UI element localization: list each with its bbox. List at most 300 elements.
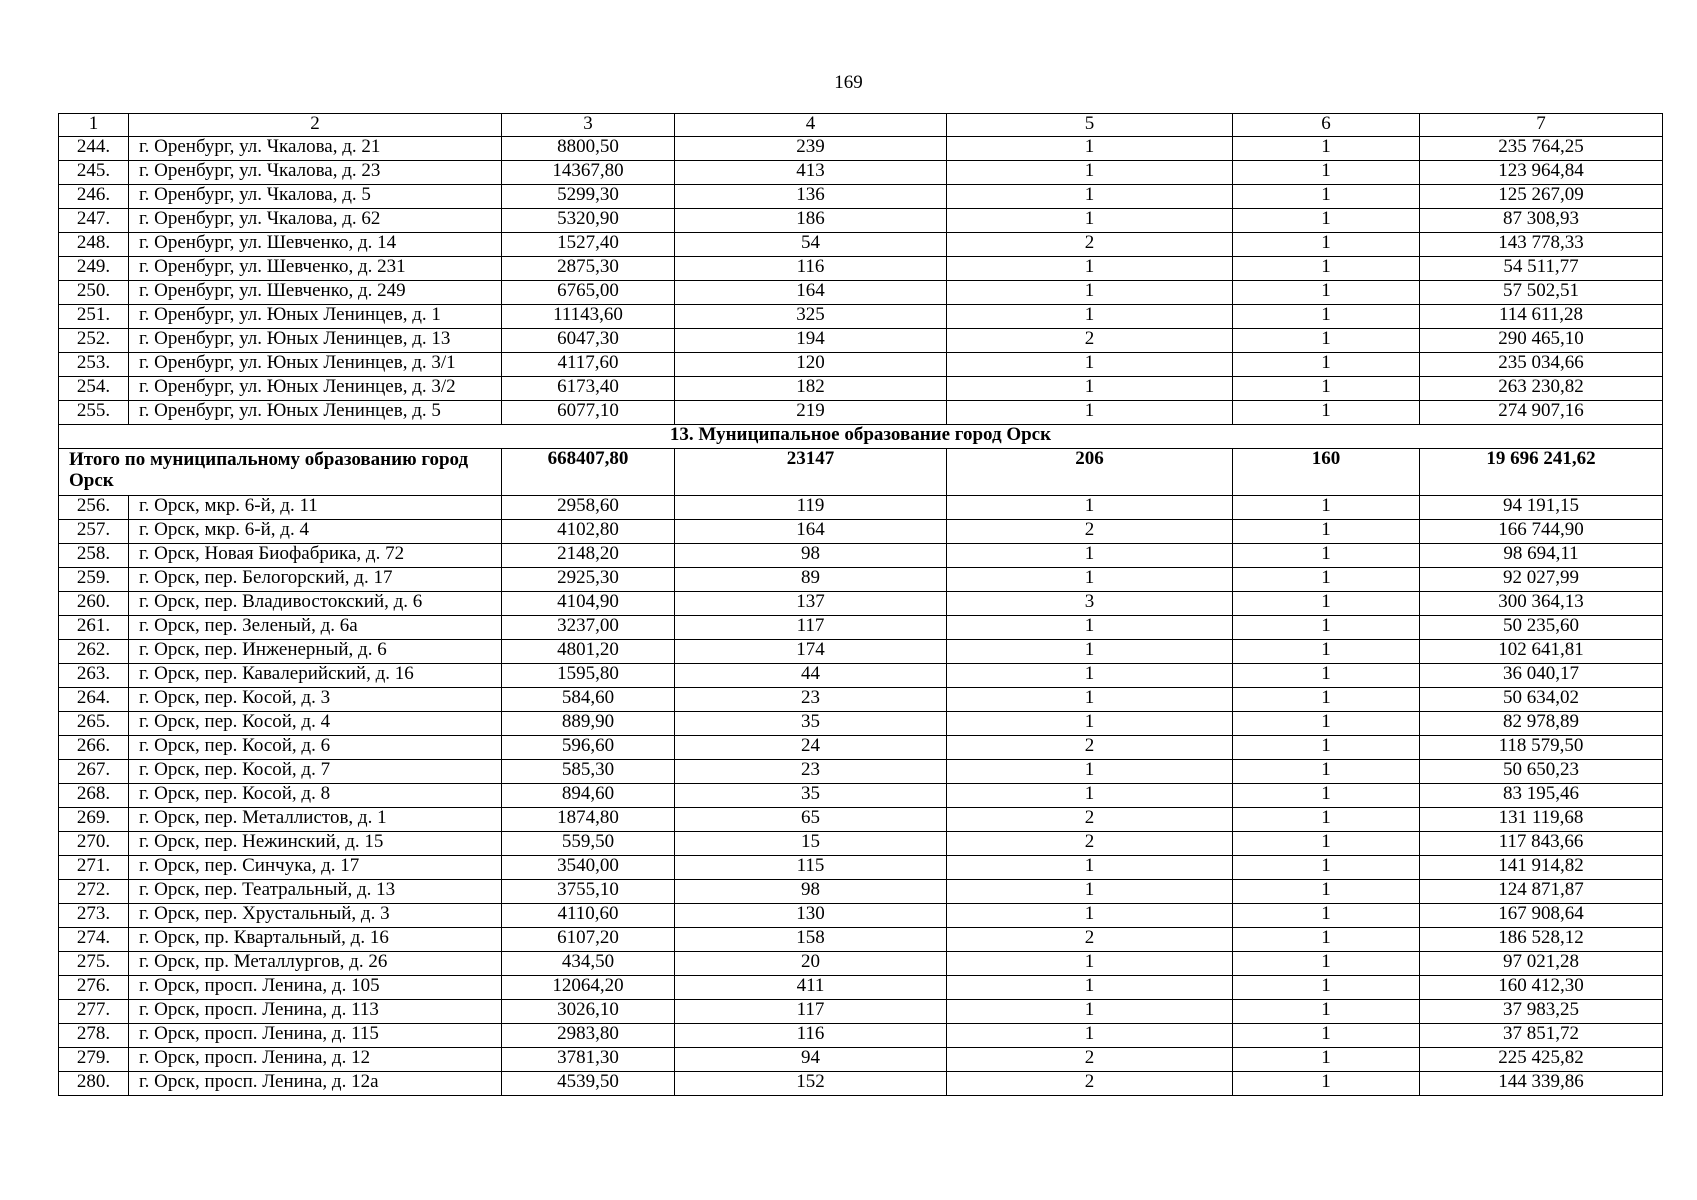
address-cell: г. Орск, просп. Ленина, д. 12 xyxy=(129,1048,502,1072)
residents-count-cell: 115 xyxy=(675,856,947,880)
residents-count-cell: 239 xyxy=(675,137,947,161)
elevator-count-cell: 1 xyxy=(947,1024,1233,1048)
table-row xyxy=(59,904,1663,928)
address-cell: г. Орск, пер. Нежинский, д. 15 xyxy=(129,832,502,856)
row-number-cell: 274. xyxy=(59,928,129,952)
cost-cell: 117 843,66 xyxy=(1420,832,1663,856)
works-count-cell: 1 xyxy=(1233,161,1420,185)
residents-count-cell: 117 xyxy=(675,1000,947,1024)
elevator-count-cell: 2 xyxy=(947,233,1233,257)
address-cell: г. Орск, пер. Инженерный, д. 6 xyxy=(129,640,502,664)
works-count-cell: 1 xyxy=(1233,976,1420,1000)
elevator-count-cell: 2 xyxy=(947,329,1233,353)
elevator-count-cell: 1 xyxy=(947,401,1233,425)
row-number-cell: 262. xyxy=(59,640,129,664)
address-cell: г. Орск, пер. Косой, д. 8 xyxy=(129,784,502,808)
total-area-cell: 4102,80 xyxy=(502,520,675,544)
row-number-cell: 264. xyxy=(59,688,129,712)
residents-count-cell: 116 xyxy=(675,257,947,281)
table-row xyxy=(59,1048,1663,1072)
elevator-count-cell: 1 xyxy=(947,640,1233,664)
table-row xyxy=(59,736,1663,760)
total-area-cell: 434,50 xyxy=(502,952,675,976)
residents-count-cell: 44 xyxy=(675,664,947,688)
table-row xyxy=(59,353,1663,377)
total-area-cell: 889,90 xyxy=(502,712,675,736)
row-number-cell: 272. xyxy=(59,880,129,904)
residents-count-cell: 54 xyxy=(675,233,947,257)
address-cell: г. Оренбург, ул. Чкалова, д. 5 xyxy=(129,185,502,209)
table-row xyxy=(59,688,1663,712)
residents-count-cell: 20 xyxy=(675,952,947,976)
cost-cell: 290 465,10 xyxy=(1420,329,1663,353)
residents-count-cell: 89 xyxy=(675,568,947,592)
cost-cell: 167 908,64 xyxy=(1420,904,1663,928)
residents-count-cell: 23 xyxy=(675,760,947,784)
table-row xyxy=(59,880,1663,904)
works-count-cell: 1 xyxy=(1233,1048,1420,1072)
cost-cell: 225 425,82 xyxy=(1420,1048,1663,1072)
row-number-cell: 269. xyxy=(59,808,129,832)
total-area-cell: 4539,50 xyxy=(502,1072,675,1096)
elevator-count-cell: 1 xyxy=(947,856,1233,880)
table-row xyxy=(59,305,1663,329)
cost-cell: 87 308,93 xyxy=(1420,209,1663,233)
address-cell: г. Оренбург, ул. Чкалова, д. 23 xyxy=(129,161,502,185)
works-count-cell: 1 xyxy=(1233,712,1420,736)
elevator-count-cell: 1 xyxy=(947,904,1233,928)
column-number-row xyxy=(59,114,1663,137)
total-area-cell: 1595,80 xyxy=(502,664,675,688)
cost-cell: 102 641,81 xyxy=(1420,640,1663,664)
address-cell: г. Орск, пер. Хрустальный, д. 3 xyxy=(129,904,502,928)
works-count-cell: 1 xyxy=(1233,257,1420,281)
address-cell: г. Орск, пер. Косой, д. 6 xyxy=(129,736,502,760)
register-table xyxy=(58,113,1663,1096)
works-count-cell: 1 xyxy=(1233,209,1420,233)
cost-cell: 118 579,50 xyxy=(1420,736,1663,760)
residents-count-cell: 137 xyxy=(675,592,947,616)
row-number-cell: 245. xyxy=(59,161,129,185)
total-area-cell: 4117,60 xyxy=(502,353,675,377)
elevator-count-cell: 1 xyxy=(947,257,1233,281)
cost-cell: 141 914,82 xyxy=(1420,856,1663,880)
table-row xyxy=(59,784,1663,808)
table-row xyxy=(59,568,1663,592)
elevator-count-cell: 2 xyxy=(947,832,1233,856)
total-works-count-cell: 160 xyxy=(1233,449,1420,496)
elevator-count-cell: 2 xyxy=(947,1048,1233,1072)
column-number: 7 xyxy=(1420,114,1663,137)
address-cell: г. Орск, просп. Ленина, д. 105 xyxy=(129,976,502,1000)
row-number-cell: 267. xyxy=(59,760,129,784)
row-number-cell: 271. xyxy=(59,856,129,880)
cost-cell: 166 744,90 xyxy=(1420,520,1663,544)
address-cell: г. Орск, Новая Биофабрика, д. 72 xyxy=(129,544,502,568)
works-count-cell: 1 xyxy=(1233,568,1420,592)
address-cell: г. Орск, просп. Ленина, д. 115 xyxy=(129,1024,502,1048)
elevator-count-cell: 1 xyxy=(947,281,1233,305)
cost-cell: 186 528,12 xyxy=(1420,928,1663,952)
works-count-cell: 1 xyxy=(1233,952,1420,976)
residents-count-cell: 194 xyxy=(675,329,947,353)
works-count-cell: 1 xyxy=(1233,496,1420,520)
elevator-count-cell: 1 xyxy=(947,616,1233,640)
total-area-cell: 6173,40 xyxy=(502,377,675,401)
total-area-cell: 559,50 xyxy=(502,832,675,856)
elevator-count-cell: 1 xyxy=(947,952,1233,976)
address-cell: г. Орск, пер. Косой, д. 3 xyxy=(129,688,502,712)
total-area-cell: 3781,30 xyxy=(502,1048,675,1072)
address-cell: г. Оренбург, ул. Шевченко, д. 249 xyxy=(129,281,502,305)
table-row xyxy=(59,544,1663,568)
cost-cell: 131 119,68 xyxy=(1420,808,1663,832)
residents-count-cell: 98 xyxy=(675,544,947,568)
table-row xyxy=(59,377,1663,401)
total-area-cell: 6107,20 xyxy=(502,928,675,952)
row-number-cell: 246. xyxy=(59,185,129,209)
elevator-count-cell: 1 xyxy=(947,712,1233,736)
address-cell: г. Орск, пер. Белогорский, д. 17 xyxy=(129,568,502,592)
cost-cell: 300 364,13 xyxy=(1420,592,1663,616)
address-cell: г. Орск, пер. Владивостокский, д. 6 xyxy=(129,592,502,616)
residents-count-cell: 164 xyxy=(675,520,947,544)
works-count-cell: 1 xyxy=(1233,1072,1420,1096)
works-count-cell: 1 xyxy=(1233,928,1420,952)
elevator-count-cell: 1 xyxy=(947,688,1233,712)
total-area-cell: 4801,20 xyxy=(502,640,675,664)
address-cell: г. Орск, мкр. 6-й, д. 11 xyxy=(129,496,502,520)
cost-cell: 160 412,30 xyxy=(1420,976,1663,1000)
cost-cell: 144 339,86 xyxy=(1420,1072,1663,1096)
section-title: 13. Муниципальное образование город Орск xyxy=(59,425,1663,449)
address-cell: г. Орск, просп. Ленина, д. 12а xyxy=(129,1072,502,1096)
row-number-cell: 244. xyxy=(59,137,129,161)
cost-cell: 94 191,15 xyxy=(1420,496,1663,520)
table-row xyxy=(59,1024,1663,1048)
table-row xyxy=(59,401,1663,425)
cost-cell: 82 978,89 xyxy=(1420,712,1663,736)
total-area-cell: 3237,00 xyxy=(502,616,675,640)
row-number-cell: 256. xyxy=(59,496,129,520)
cost-cell: 124 871,87 xyxy=(1420,880,1663,904)
cost-cell: 50 634,02 xyxy=(1420,688,1663,712)
elevator-count-cell: 2 xyxy=(947,1072,1233,1096)
row-number-cell: 251. xyxy=(59,305,129,329)
address-cell: г. Оренбург, ул. Юных Ленинцев, д. 5 xyxy=(129,401,502,425)
works-count-cell: 1 xyxy=(1233,281,1420,305)
address-cell: г. Орск, пер. Синчука, д. 17 xyxy=(129,856,502,880)
total-area-cell: 11143,60 xyxy=(502,305,675,329)
cost-cell: 125 267,09 xyxy=(1420,185,1663,209)
table-row xyxy=(59,640,1663,664)
address-cell: г. Оренбург, ул. Юных Ленинцев, д. 3/1 xyxy=(129,353,502,377)
residents-count-cell: 411 xyxy=(675,976,947,1000)
elevator-count-cell: 1 xyxy=(947,880,1233,904)
address-cell: г. Оренбург, ул. Шевченко, д. 14 xyxy=(129,233,502,257)
residents-count-cell: 158 xyxy=(675,928,947,952)
total-area-cell: 12064,20 xyxy=(502,976,675,1000)
works-count-cell: 1 xyxy=(1233,616,1420,640)
elevator-count-cell: 1 xyxy=(947,209,1233,233)
works-count-cell: 1 xyxy=(1233,592,1420,616)
works-count-cell: 1 xyxy=(1233,664,1420,688)
table-row xyxy=(59,952,1663,976)
row-number-cell: 277. xyxy=(59,1000,129,1024)
total-area-cell: 894,60 xyxy=(502,784,675,808)
elevator-count-cell: 1 xyxy=(947,185,1233,209)
total-row xyxy=(59,449,1663,496)
elevator-count-cell: 1 xyxy=(947,1000,1233,1024)
address-cell: г. Орск, пер. Металлистов, д. 1 xyxy=(129,808,502,832)
table-row xyxy=(59,137,1663,161)
address-cell: г. Орск, пер. Зеленый, д. 6а xyxy=(129,616,502,640)
residents-count-cell: 130 xyxy=(675,904,947,928)
total-area-cell: 8800,50 xyxy=(502,137,675,161)
total-cost-cell: 19 696 241,62 xyxy=(1420,449,1663,496)
address-cell: г. Орск, мкр. 6-й, д. 4 xyxy=(129,520,502,544)
address-cell: г. Орск, просп. Ленина, д. 113 xyxy=(129,1000,502,1024)
works-count-cell: 1 xyxy=(1233,353,1420,377)
row-number-cell: 254. xyxy=(59,377,129,401)
total-area-cell: 2958,60 xyxy=(502,496,675,520)
cost-cell: 98 694,11 xyxy=(1420,544,1663,568)
table-row xyxy=(59,1072,1663,1096)
elevator-count-cell: 1 xyxy=(947,544,1233,568)
residents-count-cell: 182 xyxy=(675,377,947,401)
works-count-cell: 1 xyxy=(1233,856,1420,880)
row-number-cell: 257. xyxy=(59,520,129,544)
works-count-cell: 1 xyxy=(1233,1024,1420,1048)
row-number-cell: 248. xyxy=(59,233,129,257)
address-cell: г. Орск, пер. Косой, д. 7 xyxy=(129,760,502,784)
total-area-cell: 6047,30 xyxy=(502,329,675,353)
works-count-cell: 1 xyxy=(1233,401,1420,425)
table-row xyxy=(59,760,1663,784)
row-number-cell: 270. xyxy=(59,832,129,856)
residents-count-cell: 219 xyxy=(675,401,947,425)
residents-count-cell: 120 xyxy=(675,353,947,377)
cost-cell: 235 034,66 xyxy=(1420,353,1663,377)
total-area-cell: 14367,80 xyxy=(502,161,675,185)
column-number: 3 xyxy=(502,114,675,137)
total-area-cell: 3540,00 xyxy=(502,856,675,880)
row-number-cell: 260. xyxy=(59,592,129,616)
elevator-count-cell: 2 xyxy=(947,736,1233,760)
total-area-cell: 3026,10 xyxy=(502,1000,675,1024)
table-row xyxy=(59,520,1663,544)
total-area-cell: 2148,20 xyxy=(502,544,675,568)
table-row xyxy=(59,976,1663,1000)
total-residents-count-cell: 23147 xyxy=(675,449,947,496)
cost-cell: 143 778,33 xyxy=(1420,233,1663,257)
total-area-cell: 2925,30 xyxy=(502,568,675,592)
elevator-count-cell: 2 xyxy=(947,808,1233,832)
works-count-cell: 1 xyxy=(1233,688,1420,712)
address-cell: г. Оренбург, ул. Юных Ленинцев, д. 1 xyxy=(129,305,502,329)
row-number-cell: 259. xyxy=(59,568,129,592)
works-count-cell: 1 xyxy=(1233,233,1420,257)
cost-cell: 235 764,25 xyxy=(1420,137,1663,161)
row-number-cell: 261. xyxy=(59,616,129,640)
elevator-count-cell: 1 xyxy=(947,137,1233,161)
table-row xyxy=(59,616,1663,640)
cost-cell: 36 040,17 xyxy=(1420,664,1663,688)
residents-count-cell: 65 xyxy=(675,808,947,832)
table-row xyxy=(59,329,1663,353)
total-area-cell: 5320,90 xyxy=(502,209,675,233)
residents-count-cell: 174 xyxy=(675,640,947,664)
address-cell: г. Оренбург, ул. Чкалова, д. 62 xyxy=(129,209,502,233)
table-row xyxy=(59,928,1663,952)
section-row xyxy=(59,425,1663,449)
elevator-count-cell: 1 xyxy=(947,161,1233,185)
address-cell: г. Орск, пр. Квартальный, д. 16 xyxy=(129,928,502,952)
row-number-cell: 255. xyxy=(59,401,129,425)
residents-count-cell: 325 xyxy=(675,305,947,329)
address-cell: г. Оренбург, ул. Юных Ленинцев, д. 13 xyxy=(129,329,502,353)
residents-count-cell: 413 xyxy=(675,161,947,185)
table-row xyxy=(59,1000,1663,1024)
total-elevator-count-cell: 206 xyxy=(947,449,1233,496)
table-row xyxy=(59,185,1663,209)
total-total-area-cell: 668407,80 xyxy=(502,449,675,496)
total-area-cell: 5299,30 xyxy=(502,185,675,209)
row-number-cell: 249. xyxy=(59,257,129,281)
table-row xyxy=(59,592,1663,616)
row-number-cell: 268. xyxy=(59,784,129,808)
elevator-count-cell: 2 xyxy=(947,520,1233,544)
column-number: 6 xyxy=(1233,114,1420,137)
table-row xyxy=(59,832,1663,856)
works-count-cell: 1 xyxy=(1233,640,1420,664)
row-number-cell: 247. xyxy=(59,209,129,233)
works-count-cell: 1 xyxy=(1233,185,1420,209)
table-row xyxy=(59,281,1663,305)
elevator-count-cell: 1 xyxy=(947,760,1233,784)
row-number-cell: 265. xyxy=(59,712,129,736)
residents-count-cell: 152 xyxy=(675,1072,947,1096)
elevator-count-cell: 1 xyxy=(947,664,1233,688)
elevator-count-cell: 3 xyxy=(947,592,1233,616)
works-count-cell: 1 xyxy=(1233,137,1420,161)
address-cell: г. Орск, пр. Металлургов, д. 26 xyxy=(129,952,502,976)
total-area-cell: 6077,10 xyxy=(502,401,675,425)
row-number-cell: 253. xyxy=(59,353,129,377)
works-count-cell: 1 xyxy=(1233,808,1420,832)
residents-count-cell: 164 xyxy=(675,281,947,305)
elevator-count-cell: 2 xyxy=(947,928,1233,952)
table-row xyxy=(59,496,1663,520)
elevator-count-cell: 1 xyxy=(947,305,1233,329)
total-area-cell: 2983,80 xyxy=(502,1024,675,1048)
column-number: 1 xyxy=(59,114,129,137)
row-number-cell: 273. xyxy=(59,904,129,928)
row-number-cell: 276. xyxy=(59,976,129,1000)
residents-count-cell: 35 xyxy=(675,712,947,736)
works-count-cell: 1 xyxy=(1233,784,1420,808)
row-number-cell: 279. xyxy=(59,1048,129,1072)
cost-cell: 37 851,72 xyxy=(1420,1024,1663,1048)
total-area-cell: 596,60 xyxy=(502,736,675,760)
table-row xyxy=(59,209,1663,233)
row-number-cell: 275. xyxy=(59,952,129,976)
address-cell: г. Оренбург, ул. Чкалова, д. 21 xyxy=(129,137,502,161)
address-cell: г. Орск, пер. Театральный, д. 13 xyxy=(129,880,502,904)
residents-count-cell: 136 xyxy=(675,185,947,209)
works-count-cell: 1 xyxy=(1233,377,1420,401)
cost-cell: 92 027,99 xyxy=(1420,568,1663,592)
works-count-cell: 1 xyxy=(1233,1000,1420,1024)
works-count-cell: 1 xyxy=(1233,544,1420,568)
table-row xyxy=(59,664,1663,688)
address-cell: г. Оренбург, ул. Юных Ленинцев, д. 3/2 xyxy=(129,377,502,401)
works-count-cell: 1 xyxy=(1233,760,1420,784)
row-number-cell: 252. xyxy=(59,329,129,353)
works-count-cell: 1 xyxy=(1233,329,1420,353)
works-count-cell: 1 xyxy=(1233,904,1420,928)
total-area-cell: 2875,30 xyxy=(502,257,675,281)
cost-cell: 57 502,51 xyxy=(1420,281,1663,305)
row-number-cell: 258. xyxy=(59,544,129,568)
residents-count-cell: 24 xyxy=(675,736,947,760)
total-area-cell: 1527,40 xyxy=(502,233,675,257)
total-area-cell: 585,30 xyxy=(502,760,675,784)
row-number-cell: 278. xyxy=(59,1024,129,1048)
elevator-count-cell: 1 xyxy=(947,496,1233,520)
residents-count-cell: 23 xyxy=(675,688,947,712)
total-area-cell: 4110,60 xyxy=(502,904,675,928)
residents-count-cell: 94 xyxy=(675,1048,947,1072)
total-area-cell: 4104,90 xyxy=(502,592,675,616)
cost-cell: 263 230,82 xyxy=(1420,377,1663,401)
cost-cell: 114 611,28 xyxy=(1420,305,1663,329)
residents-count-cell: 119 xyxy=(675,496,947,520)
cost-cell: 37 983,25 xyxy=(1420,1000,1663,1024)
elevator-count-cell: 1 xyxy=(947,784,1233,808)
cost-cell: 123 964,84 xyxy=(1420,161,1663,185)
elevator-count-cell: 1 xyxy=(947,353,1233,377)
column-number: 5 xyxy=(947,114,1233,137)
total-area-cell: 6765,00 xyxy=(502,281,675,305)
residents-count-cell: 117 xyxy=(675,616,947,640)
row-number-cell: 263. xyxy=(59,664,129,688)
table-row xyxy=(59,257,1663,281)
total-area-cell: 3755,10 xyxy=(502,880,675,904)
row-number-cell: 280. xyxy=(59,1072,129,1096)
table-row xyxy=(59,233,1663,257)
total-area-cell: 584,60 xyxy=(502,688,675,712)
elevator-count-cell: 1 xyxy=(947,377,1233,401)
page-number: 169 xyxy=(834,72,863,93)
column-number: 2 xyxy=(129,114,502,137)
works-count-cell: 1 xyxy=(1233,520,1420,544)
elevator-count-cell: 1 xyxy=(947,976,1233,1000)
residents-count-cell: 186 xyxy=(675,209,947,233)
cost-cell: 54 511,77 xyxy=(1420,257,1663,281)
cost-cell: 83 195,46 xyxy=(1420,784,1663,808)
total-area-cell: 1874,80 xyxy=(502,808,675,832)
residents-count-cell: 98 xyxy=(675,880,947,904)
residents-count-cell: 35 xyxy=(675,784,947,808)
works-count-cell: 1 xyxy=(1233,880,1420,904)
works-count-cell: 1 xyxy=(1233,832,1420,856)
column-number: 4 xyxy=(675,114,947,137)
table-row xyxy=(59,808,1663,832)
address-cell: г. Оренбург, ул. Шевченко, д. 231 xyxy=(129,257,502,281)
table-row xyxy=(59,712,1663,736)
residents-count-cell: 116 xyxy=(675,1024,947,1048)
